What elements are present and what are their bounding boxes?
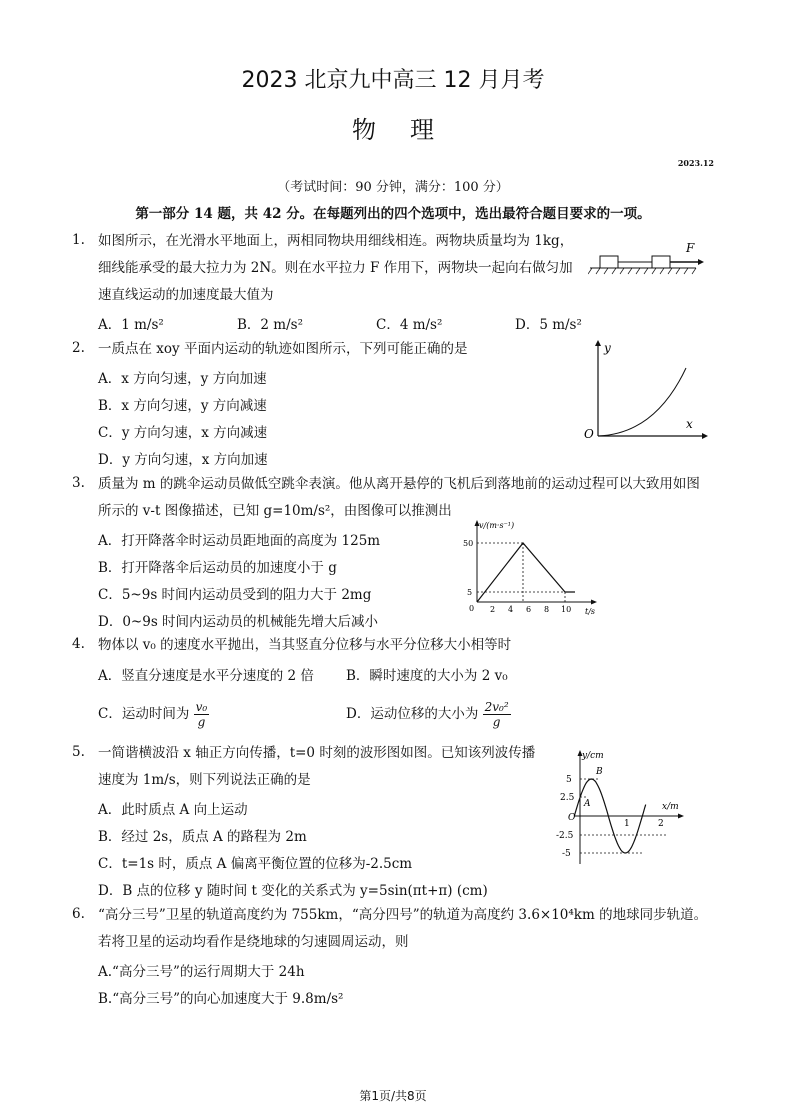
- x-tick-4: 4: [508, 605, 514, 614]
- q4-option-c-numerator: v₀: [195, 700, 208, 714]
- point-b-label: B: [596, 767, 603, 777]
- y-arrow-icon: [595, 340, 601, 346]
- q5-option-d: D．B 点的位移 y 随时间 t 变化的关系式为 y=5sin(πt+π) (cm): [98, 883, 488, 899]
- q4-option-d-numerator: 2v₀²: [484, 700, 509, 714]
- block-left: [600, 256, 618, 268]
- q5-option-a: A．此时质点 A 向上运动: [98, 802, 248, 818]
- q4-option-c-text: C．运动时间为: [98, 706, 190, 722]
- x-axis-label: x: [686, 417, 693, 431]
- block-right: [652, 256, 670, 268]
- q5-line-2: 速度为 1m/s，则下列说法正确的是: [98, 772, 311, 788]
- q4-option-c-denominator: g: [197, 715, 206, 729]
- x-axis-arrow-icon: [678, 814, 684, 819]
- q5-number: 5.: [72, 744, 85, 760]
- y-tick-neg-5: -5: [562, 849, 571, 859]
- q2-option-c: C．y 方向匀速，x 方向减速: [98, 425, 268, 441]
- origin-label: O: [584, 427, 594, 441]
- y-tick-neg-2-5: -2.5: [556, 831, 574, 841]
- q3-option-c: C．5~9s 时间内运动员受到的阻力大于 2mg: [98, 587, 372, 603]
- exam-info: （考试时间：90 分钟，满分：100 分）: [277, 180, 509, 195]
- y-axis-label: y: [604, 341, 611, 355]
- q5-wave-chart: [554, 746, 689, 868]
- trajectory-curve: [598, 368, 686, 436]
- t-axis-arrow-icon: [591, 600, 597, 605]
- q2-option-d: D．y 方向匀速，x 方向加速: [98, 452, 268, 468]
- q4-option-d-denominator: g: [492, 715, 501, 729]
- q1-number: 1.: [72, 232, 85, 248]
- q5-line-1: 一简谐横波沿 x 轴正方向传播，t=0 时刻的波形图如图。已知该列波传播: [98, 745, 536, 761]
- origin-label: O: [568, 813, 576, 823]
- subject-title: 物理: [352, 116, 468, 144]
- q1-line-3: 速直线运动的加速度最大值为: [98, 287, 274, 303]
- q2-stem: 一质点在 xoy 平面内运动的轨迹如图所示，下列可能正确的是: [98, 341, 468, 357]
- x-tick-10: 10: [561, 605, 572, 614]
- q4-number: 4.: [72, 636, 85, 652]
- x-tick-1: 1: [624, 819, 630, 829]
- point-a-label: A: [584, 799, 591, 809]
- q4-option-d: [346, 700, 511, 729]
- arrow-right-icon: [698, 259, 704, 265]
- x-tick-6: 6: [526, 605, 532, 614]
- q6-line-2: 若将卫星的运动均看作是绕地球的匀速圆周运动，则: [98, 934, 409, 950]
- q1-option-d: D．5 m/s²: [515, 317, 582, 333]
- q1-option-c: C．4 m/s²: [376, 317, 443, 333]
- y-tick-2-5: 2.5: [560, 793, 575, 803]
- q3-number: 3.: [72, 475, 85, 491]
- q1-line-2: 细线能承受的最大拉力为 2N。则在水平拉力 F 作用下，两物块一起向右做匀加: [98, 260, 573, 276]
- origin-label: 0: [469, 604, 475, 613]
- q2-number: 2.: [72, 340, 85, 356]
- section-heading: 第一部分 14 题，共 42 分。在每题列出的四个选项中，选出最符合题目要求的一项。: [135, 206, 651, 222]
- q3-vt-chart: [455, 518, 605, 618]
- y-tick-50: 50: [463, 539, 474, 548]
- y-tick-5: 5: [467, 588, 473, 597]
- q3-line-1: 质量为 m 的跳伞运动员做低空跳伞表演。他从离开悬停的飞机后到落地前的运动过程可以大致用如图: [98, 476, 700, 492]
- x-arrow-icon: [702, 433, 708, 439]
- q3-option-b: B．打开降落伞后运动员的加速度小于 g: [98, 560, 337, 576]
- q6-option-b: B.“高分三号”的向心加速度大于 9.8m/s²: [98, 991, 344, 1007]
- q4-option-c: [98, 700, 209, 729]
- v-axis-label: v/(m·s⁻¹): [479, 521, 515, 530]
- y-tick-5: 5: [566, 775, 572, 785]
- q4-option-d-text: D．运动位移的大小为: [346, 706, 479, 722]
- q3-option-a: A．打开降落伞时运动员距地面的高度为 125m: [98, 533, 381, 549]
- q6-line-1: “高分三号”卫星的轨道高度约为 755km，“高分四号”的轨道为高度约 3.6×10⁴km 的地球同步轨道。: [98, 907, 708, 923]
- q5-option-b: B．经过 2s，质点 A 的路程为 2m: [98, 829, 307, 845]
- q1-option-b: B．2 m/s²: [237, 317, 303, 333]
- x-tick-2: 2: [490, 605, 496, 614]
- q6-number: 6.: [72, 906, 85, 922]
- vt-line: [477, 543, 575, 602]
- q6-option-a: A.“高分三号”的运行周期大于 24h: [98, 964, 305, 980]
- x-axis-label: x/m: [662, 802, 679, 812]
- q4-stem: 物体以 v₀ 的速度水平抛出，当其竖直分位移与水平分位移大小相等时: [98, 637, 512, 653]
- q2-option-a: A．x 方向匀速，y 方向加速: [98, 371, 267, 387]
- page-footer: 第1页/共8页: [359, 1089, 427, 1103]
- q1-line-1: 如图所示，在光滑水平地面上，两相同物块用细线相连。两物块质量均为 1kg，: [98, 233, 574, 249]
- q4-option-a: A．竖直分速度是水平分速度的 2 倍: [98, 668, 314, 684]
- q2-trajectory-figure: [580, 338, 710, 443]
- q5-option-c: C．t=1s 时，质点 A 偏离平衡位置的位移为-2.5cm: [98, 856, 413, 872]
- q2-option-b: B．x 方向匀速，y 方向减速: [98, 398, 267, 414]
- x-tick-8: 8: [544, 605, 550, 614]
- x-tick-2: 2: [658, 819, 664, 829]
- t-axis-label: t/s: [585, 607, 596, 616]
- q4-option-c-fraction: [194, 700, 210, 729]
- q3-option-d: D．0~9s 时间内运动员的机械能先增大后减小: [98, 614, 379, 630]
- exam-title: 2023 北京九中高三 12 月月考: [241, 68, 545, 93]
- q4-option-b: B．瞬时速度的大小为 2 v₀: [346, 668, 508, 684]
- exam-date: 2023.12: [677, 158, 714, 168]
- force-label: F: [686, 241, 695, 255]
- y-axis-label: y/cm: [582, 751, 604, 761]
- q4-option-d-fraction: [483, 700, 511, 729]
- q1-blocks-figure: [588, 238, 706, 282]
- q1-option-a: A．1 m/s²: [98, 317, 164, 333]
- q3-line-2: 所示的 v-t 图像描述，已知 g=10m/s²，由图像可以推测出: [98, 503, 452, 519]
